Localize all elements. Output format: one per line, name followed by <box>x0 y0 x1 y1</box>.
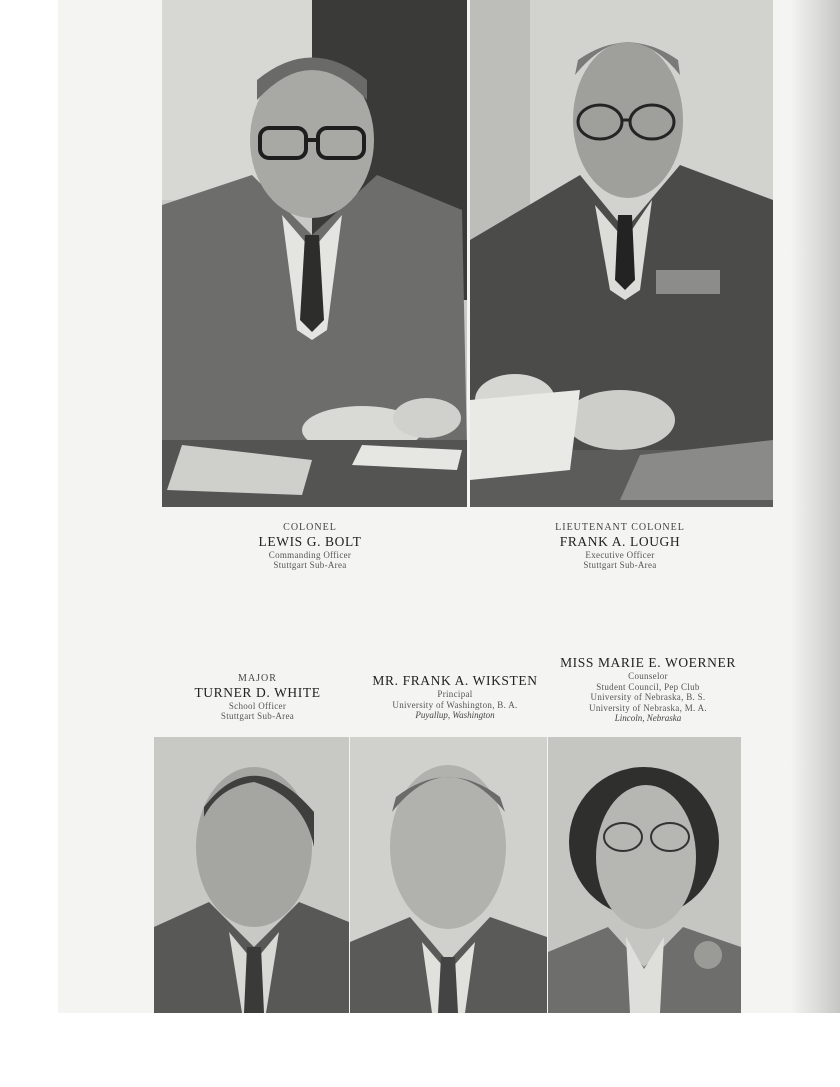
staff-activities: Student Council, Pep Club <box>596 681 700 692</box>
staff-name: MR. FRANK A. WIKSTEN <box>372 673 538 688</box>
officer-name: FRANK A. LOUGH <box>559 533 681 549</box>
staff-degree: University of Nebraska, M. A. <box>589 702 707 713</box>
staff-title: Principal <box>437 688 473 699</box>
staff-hometown: Puyallup, Washington <box>415 710 495 721</box>
officer-rank: COLONEL <box>283 522 337 533</box>
page-edge-shadow <box>790 0 840 1013</box>
photo-lieutenant-colonel-lough <box>470 0 773 507</box>
officer-name: LEWIS G. BOLT <box>258 533 362 549</box>
photo-mr-wiksten <box>350 737 547 1013</box>
officer-title: Commanding Officer <box>268 549 352 560</box>
staff-rank: MAJOR <box>238 673 277 684</box>
caption-major-white <box>175 673 340 722</box>
staff-name: TURNER D. WHITE <box>194 684 321 700</box>
staff-title: Counselor <box>628 670 668 681</box>
staff-name: MISS MARIE E. WOERNER <box>560 655 736 670</box>
photo-colonel-bolt <box>162 0 467 507</box>
caption-colonel-bolt <box>210 522 410 571</box>
officer-location: Stuttgart Sub-Area <box>273 560 347 571</box>
staff-hometown: Lincoln, Nebraska <box>614 713 682 724</box>
caption-lieutenant-colonel-lough <box>515 522 725 571</box>
officer-title: Executive Officer <box>585 549 655 560</box>
photo-miss-woerner <box>548 737 741 1013</box>
photo-major-white <box>154 737 349 1013</box>
officer-location: Stuttgart Sub-Area <box>583 560 657 571</box>
staff-degree: University of Nebraska, B. S. <box>590 692 706 703</box>
staff-degree: University of Washington, B. A. <box>392 699 518 710</box>
staff-location: Stuttgart Sub-Area <box>220 711 295 722</box>
caption-mr-wiksten <box>360 673 550 721</box>
officer-rank: LIEUTENANT COLONEL <box>555 522 685 533</box>
staff-title: School Officer <box>228 700 287 711</box>
caption-miss-woerner <box>558 655 738 724</box>
